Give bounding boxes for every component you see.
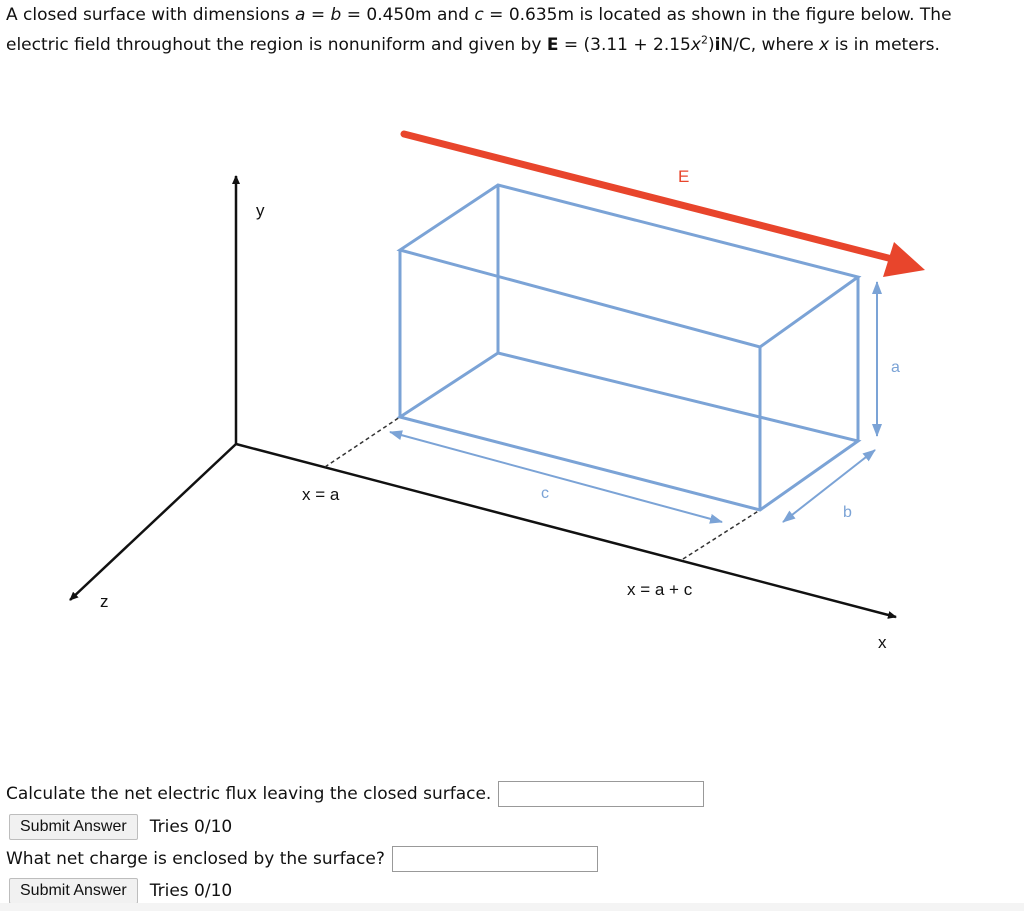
x-equals-a-plus-c-label: x = a + c: [627, 580, 693, 599]
unit-vector-i: i: [714, 35, 721, 55]
question-1-submit-row: [9, 814, 232, 840]
electric-field-arrow: [404, 134, 925, 277]
question-2: [6, 846, 598, 872]
question-1: [6, 781, 704, 807]
flux-answer-input[interactable]: [498, 781, 704, 807]
variable-a: a: [295, 5, 306, 25]
problem-text-segment: =: [305, 5, 331, 25]
variable-x: x: [819, 35, 830, 55]
question-2-prompt: What net charge is enclosed by the surface?: [6, 849, 385, 869]
closed-surface-figure: [0, 120, 1024, 665]
z-axis-label: z: [100, 592, 109, 611]
dimension-b-label: b: [843, 504, 852, 521]
variable-c: c: [474, 5, 484, 25]
field-symbol: E: [546, 35, 559, 55]
z-axis-line: [70, 444, 236, 600]
problem-text-segment: N/C, where: [720, 35, 820, 55]
problem-text-segment: is in meters.: [829, 35, 940, 55]
question-1-prompt: Calculate the net electric flux leaving the closed surface.: [6, 784, 492, 804]
question-2-submit-row: [9, 878, 232, 904]
tries-counter-1: Tries 0/10: [149, 817, 233, 837]
dimension-c-label: c: [541, 485, 549, 502]
variable-x: x: [690, 35, 701, 55]
x-axis-label: x: [878, 633, 887, 652]
problem-text-segment: = 0.635m is located as shown in the figure below. The: [483, 5, 952, 25]
tries-counter-2: Tries 0/10: [149, 881, 233, 901]
field-label-e: E: [678, 167, 690, 186]
dashed-projection-xac: [683, 510, 760, 559]
problem-statement: A closed surface with dimensions a = b = 0.450m and c = 0.635m is located as shown in the figure below. The electric field throughout the region is nonuniform and given by $E = (3.11 + 2.15x^2)iN/C$, where x is in meters.: [6, 5, 952, 55]
submit-answer-button-1[interactable]: Submit Answer: [9, 814, 138, 840]
exponent: 2: [700, 33, 708, 47]
dashed-projection-xa: [325, 417, 400, 467]
variable-b: b: [330, 5, 342, 25]
problem-text-segment: = 0.450m and: [341, 5, 475, 25]
dimension-c-arrow: [390, 432, 722, 522]
y-axis-label: y: [256, 201, 265, 220]
submit-answer-button-2[interactable]: Submit Answer: [9, 878, 138, 904]
field-expression: = (3.11 + 2.15: [558, 35, 691, 55]
page-bottom-edge: [0, 903, 1024, 911]
problem-text-segment: electric field throughout the region is nonuniform and given by: [6, 35, 547, 55]
figure-svg: [0, 120, 1024, 665]
dimension-a-label: a: [891, 359, 900, 376]
x-equals-a-label: x = a: [302, 485, 340, 504]
x-axis-line: [236, 444, 896, 617]
problem-text-segment: A closed surface with dimensions: [6, 5, 296, 25]
charge-answer-input[interactable]: [392, 846, 598, 872]
